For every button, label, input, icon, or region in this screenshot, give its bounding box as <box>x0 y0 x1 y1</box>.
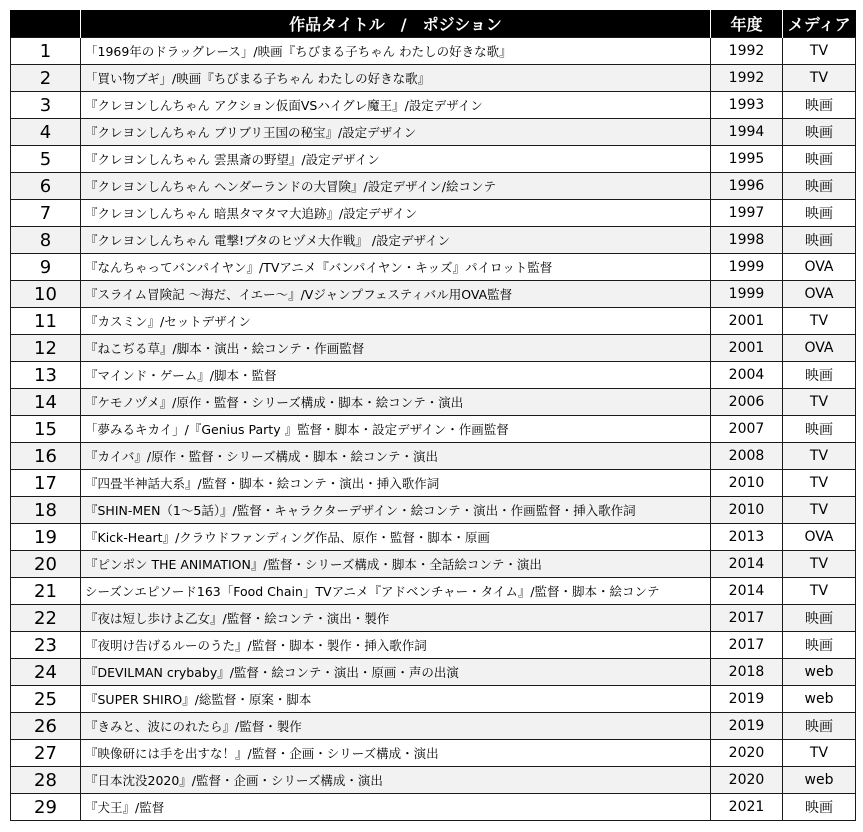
table-row <box>11 92 856 119</box>
row-year: 1996 <box>711 173 783 200</box>
row-media: TV <box>783 740 856 767</box>
row-number: 8 <box>11 227 81 254</box>
row-number: 5 <box>11 146 81 173</box>
table-row <box>11 740 856 767</box>
table-row <box>11 605 856 632</box>
row-number: 4 <box>11 119 81 146</box>
row-number: 19 <box>11 524 81 551</box>
row-year: 2017 <box>711 632 783 659</box>
row-media: OVA <box>783 524 856 551</box>
row-media: TV <box>783 389 856 416</box>
row-media: 映画 <box>783 794 856 821</box>
row-number: 14 <box>11 389 81 416</box>
row-media: TV <box>783 65 856 92</box>
header-media: メディア <box>783 10 856 38</box>
row-year: 2014 <box>711 578 783 605</box>
row-media: TV <box>783 470 856 497</box>
row-media: 映画 <box>783 119 856 146</box>
row-number: 12 <box>11 335 81 362</box>
row-number: 6 <box>11 173 81 200</box>
row-media: OVA <box>783 335 856 362</box>
row-year: 2006 <box>711 389 783 416</box>
row-media: TV <box>783 578 856 605</box>
row-year: 2001 <box>711 335 783 362</box>
row-title-position: 『きみと、波にのれたら』/監督・製作 <box>81 713 711 740</box>
row-media: TV <box>783 308 856 335</box>
row-number: 25 <box>11 686 81 713</box>
table-row <box>11 767 856 794</box>
row-media: 映画 <box>783 227 856 254</box>
row-year: 2010 <box>711 470 783 497</box>
row-number: 17 <box>11 470 81 497</box>
row-number: 28 <box>11 767 81 794</box>
row-year: 2001 <box>711 308 783 335</box>
row-title-position: 『なんちゃってバンパイヤン』/TVアニメ『バンパイヤン・キッズ』パイロット監督 <box>81 254 711 281</box>
row-media: 映画 <box>783 416 856 443</box>
row-title-position: 『カイバ』/原作・監督・シリーズ構成・脚本・絵コンテ・演出 <box>81 443 711 470</box>
row-number: 22 <box>11 605 81 632</box>
row-year: 2017 <box>711 605 783 632</box>
table-row <box>11 470 856 497</box>
works-table-wrapper <box>10 10 856 821</box>
table-row <box>11 281 856 308</box>
row-title-position: 『カスミン』/セットデザイン <box>81 308 711 335</box>
row-media: 映画 <box>783 362 856 389</box>
row-year: 2019 <box>711 686 783 713</box>
row-media: web <box>783 659 856 686</box>
row-media: TV <box>783 497 856 524</box>
row-title-position: 『SUPER SHIRO』/総監督・原案・脚本 <box>81 686 711 713</box>
table-row <box>11 794 856 821</box>
row-year: 1994 <box>711 119 783 146</box>
row-year: 1998 <box>711 227 783 254</box>
row-media: TV <box>783 551 856 578</box>
row-number: 18 <box>11 497 81 524</box>
table-row <box>11 659 856 686</box>
row-number: 2 <box>11 65 81 92</box>
row-number: 23 <box>11 632 81 659</box>
row-number: 26 <box>11 713 81 740</box>
header-title-position: 作品タイトル / ポジション <box>81 10 711 38</box>
table-row <box>11 227 856 254</box>
table-row <box>11 38 856 65</box>
row-title-position: 『クレヨンしんちゃん 電撃!ブタのヒヅメ大作戦』 /設定デザイン <box>81 227 711 254</box>
row-year: 2020 <box>711 767 783 794</box>
row-year: 2010 <box>711 497 783 524</box>
row-title-position: 『四畳半神話大系』/監督・脚本・絵コンテ・演出・挿入歌作詞 <box>81 470 711 497</box>
table-row <box>11 524 856 551</box>
row-media: 映画 <box>783 605 856 632</box>
row-media: 映画 <box>783 632 856 659</box>
table-row <box>11 200 856 227</box>
row-number: 9 <box>11 254 81 281</box>
row-title-position: 『ピンポン THE ANIMATION』/監督・シリーズ構成・脚本・全話絵コンテ・演出 <box>81 551 711 578</box>
row-title-position: 『クレヨンしんちゃん 暗黒タマタマ大追跡』/設定デザイン <box>81 200 711 227</box>
row-title-position: 『ねこぢる草』/脚本・演出・絵コンテ・作画監督 <box>81 335 711 362</box>
row-title-position: 『クレヨンしんちゃん アクション仮面VSハイグレ魔王』/設定デザイン <box>81 92 711 119</box>
row-year: 2004 <box>711 362 783 389</box>
row-number: 10 <box>11 281 81 308</box>
row-title-position: 「買い物ブギ」/映画『ちびまる子ちゃん わたしの好きな歌』 <box>81 65 711 92</box>
row-number: 3 <box>11 92 81 119</box>
row-media: 映画 <box>783 146 856 173</box>
row-title-position: シーズンエピソード163「Food Chain」TVアニメ『アドベンチャー・タイム』/監督・脚本・絵コンテ <box>81 578 711 605</box>
row-number: 15 <box>11 416 81 443</box>
row-title-position: 『ケモノヅメ』/原作・監督・シリーズ構成・脚本・絵コンテ・演出 <box>81 389 711 416</box>
row-title-position: 『DEVILMAN crybaby』/監督・絵コンテ・演出・原画・声の出演 <box>81 659 711 686</box>
row-media: 映画 <box>783 173 856 200</box>
row-number: 1 <box>11 38 81 65</box>
row-media: 映画 <box>783 713 856 740</box>
row-title-position: 『クレヨンしんちゃん ヘンダーランドの大冒険』/設定デザイン/絵コンテ <box>81 173 711 200</box>
header-year: 年度 <box>711 10 783 38</box>
row-title-position: 『夜は短し歩けよ乙女』/監督・絵コンテ・演出・製作 <box>81 605 711 632</box>
row-title-position: 「夢みるキカイ」/『Genius Party 』監督・脚本・設定デザイン・作画監督 <box>81 416 711 443</box>
row-media: OVA <box>783 254 856 281</box>
row-number: 29 <box>11 794 81 821</box>
header-number <box>11 10 81 38</box>
row-number: 7 <box>11 200 81 227</box>
row-title-position: 『スライム冒険記 ～海だ、イエー～』/Vジャンプフェスティバル用OVA監督 <box>81 281 711 308</box>
table-row <box>11 254 856 281</box>
row-title-position: 『マインド・ゲーム』/脚本・監督 <box>81 362 711 389</box>
table-row <box>11 173 856 200</box>
row-title-position: 『SHIN-MEN（1～5話）』/監督・キャラクターデザイン・絵コンテ・演出・作画監督・挿入歌作詞 <box>81 497 711 524</box>
row-title-position: 『クレヨンしんちゃん ブリブリ王国の秘宝』/設定デザイン <box>81 119 711 146</box>
row-number: 24 <box>11 659 81 686</box>
table-row <box>11 146 856 173</box>
row-title-position: 「1969年のドラッグレース」/映画『ちびまる子ちゃん わたしの好きな歌』 <box>81 38 711 65</box>
row-media: 映画 <box>783 92 856 119</box>
row-number: 11 <box>11 308 81 335</box>
row-year: 2008 <box>711 443 783 470</box>
row-year: 2018 <box>711 659 783 686</box>
row-title-position: 『夜明け告げるルーのうた』/監督・脚本・製作・挿入歌作詞 <box>81 632 711 659</box>
row-number: 27 <box>11 740 81 767</box>
table-row <box>11 497 856 524</box>
row-media: web <box>783 686 856 713</box>
row-year: 2013 <box>711 524 783 551</box>
table-body <box>11 38 856 821</box>
table-row <box>11 578 856 605</box>
row-media: web <box>783 767 856 794</box>
row-year: 1995 <box>711 146 783 173</box>
row-title-position: 『Kick-Heart』/クラウドファンディング作品、原作・監督・脚本・原画 <box>81 524 711 551</box>
header-row <box>11 10 856 38</box>
row-year: 1999 <box>711 254 783 281</box>
row-media: TV <box>783 38 856 65</box>
table-header <box>11 10 856 38</box>
row-number: 16 <box>11 443 81 470</box>
table-row <box>11 389 856 416</box>
table-row <box>11 686 856 713</box>
row-number: 13 <box>11 362 81 389</box>
row-number: 21 <box>11 578 81 605</box>
table-row <box>11 632 856 659</box>
table-row <box>11 335 856 362</box>
row-year: 1992 <box>711 65 783 92</box>
row-year: 2007 <box>711 416 783 443</box>
row-number: 20 <box>11 551 81 578</box>
row-year: 2019 <box>711 713 783 740</box>
row-year: 1999 <box>711 281 783 308</box>
row-title-position: 『日本沈没2020』/監督・企画・シリーズ構成・演出 <box>81 767 711 794</box>
table-row <box>11 362 856 389</box>
row-media: 映画 <box>783 200 856 227</box>
row-title-position: 『クレヨンしんちゃん 雲黒斎の野望』/設定デザイン <box>81 146 711 173</box>
row-year: 1993 <box>711 92 783 119</box>
row-year: 2020 <box>711 740 783 767</box>
table-row <box>11 713 856 740</box>
row-year: 1997 <box>711 200 783 227</box>
works-table <box>10 10 856 821</box>
table-row <box>11 416 856 443</box>
row-media: TV <box>783 443 856 470</box>
table-row <box>11 65 856 92</box>
row-year: 2014 <box>711 551 783 578</box>
table-row <box>11 443 856 470</box>
table-row <box>11 551 856 578</box>
row-year: 1992 <box>711 38 783 65</box>
row-title-position: 『犬王』/監督 <box>81 794 711 821</box>
table-row <box>11 308 856 335</box>
table-row <box>11 119 856 146</box>
row-media: OVA <box>783 281 856 308</box>
row-year: 2021 <box>711 794 783 821</box>
row-title-position: 『映像研には手を出すな！』/監督・企画・シリーズ構成・演出 <box>81 740 711 767</box>
